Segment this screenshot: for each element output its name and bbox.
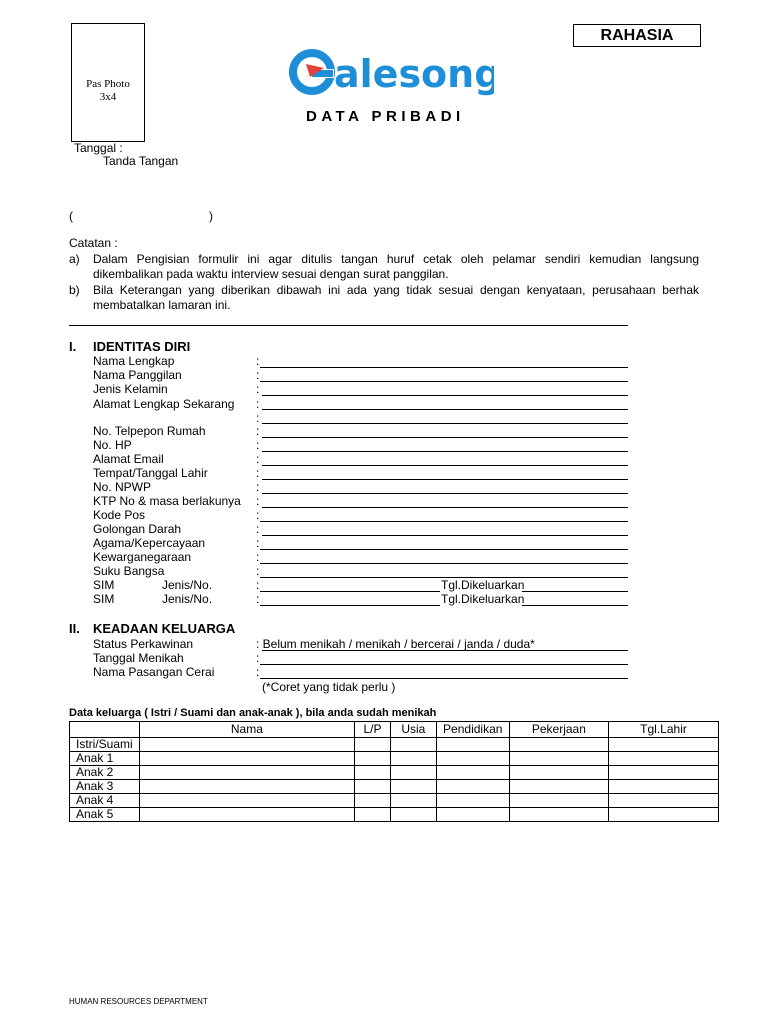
ex-spouse-line[interactable] bbox=[260, 678, 628, 679]
family-table-caption: Data keluarga ( Istri / Suami dan anak-anak ), bila anda sudah menikah bbox=[69, 707, 437, 719]
column-header bbox=[70, 722, 140, 738]
field-label: Nama Panggilan bbox=[93, 368, 182, 382]
date-label: Tanggal : bbox=[74, 141, 123, 155]
field-colon: : bbox=[256, 508, 260, 522]
field-line[interactable] bbox=[262, 465, 628, 466]
table-cell[interactable] bbox=[390, 766, 436, 780]
sim-issued-line[interactable] bbox=[522, 591, 628, 592]
table-row bbox=[70, 780, 719, 794]
column-header: Nama bbox=[139, 722, 354, 738]
field-label: Nama Lengkap bbox=[93, 354, 175, 368]
signature-label: Tanda Tangan bbox=[103, 154, 179, 168]
table-row bbox=[70, 752, 719, 766]
field-label: Alamat Lengkap Sekarang bbox=[93, 397, 235, 411]
column-header: Usia bbox=[390, 722, 436, 738]
table-cell[interactable] bbox=[355, 780, 391, 794]
row-label: Anak 2 bbox=[70, 766, 140, 780]
table-cell[interactable] bbox=[609, 752, 719, 766]
section2-number: II. bbox=[69, 621, 80, 636]
ex-spouse-label: Nama Pasangan Cerai bbox=[93, 665, 215, 679]
table-cell[interactable] bbox=[390, 794, 436, 808]
note-a-line2: dikembalikan pada waktu interview sesuai dengan surat panggilan. bbox=[93, 267, 449, 281]
field-line[interactable] bbox=[262, 437, 628, 438]
photo-label-line1: Pas Photo bbox=[86, 78, 130, 90]
column-header: Pendidikan bbox=[436, 722, 509, 738]
field-line[interactable] bbox=[262, 423, 628, 424]
table-cell[interactable] bbox=[355, 766, 391, 780]
sim-issued-label: Tgl.Dikeluarkan bbox=[441, 592, 525, 606]
field-label: No. NPWP bbox=[93, 480, 152, 494]
sim-issued-label: Tgl.Dikeluarkan bbox=[441, 578, 525, 592]
table-cell[interactable] bbox=[509, 794, 608, 808]
row-label: Anak 4 bbox=[70, 794, 140, 808]
field-line[interactable] bbox=[262, 507, 628, 508]
table-row bbox=[70, 794, 719, 808]
field-line[interactable] bbox=[262, 479, 628, 480]
table-cell[interactable] bbox=[509, 752, 608, 766]
table-cell[interactable] bbox=[509, 766, 608, 780]
table-cell[interactable] bbox=[509, 808, 608, 822]
table-cell[interactable] bbox=[609, 766, 719, 780]
field-label: Kode Pos bbox=[93, 508, 146, 522]
row-label: Istri/Suami bbox=[70, 738, 140, 752]
field-line[interactable] bbox=[260, 367, 628, 368]
field-label: Alamat Email bbox=[93, 452, 164, 466]
field-label: Tempat/Tanggal Lahir bbox=[93, 466, 208, 480]
field-colon: : bbox=[256, 651, 260, 665]
section1-title: IDENTITAS DIRI bbox=[93, 339, 191, 354]
field-colon: : bbox=[256, 411, 260, 425]
table-cell[interactable] bbox=[436, 794, 509, 808]
row-label: Anak 3 bbox=[70, 780, 140, 794]
table-cell[interactable] bbox=[436, 766, 509, 780]
field-line[interactable] bbox=[260, 521, 628, 522]
table-cell[interactable] bbox=[436, 780, 509, 794]
marry-date-line[interactable] bbox=[260, 664, 628, 665]
table-row bbox=[70, 766, 719, 780]
field-line[interactable] bbox=[262, 395, 628, 396]
sim-type-label: Jenis/No. bbox=[162, 592, 213, 606]
table-cell[interactable] bbox=[390, 780, 436, 794]
signature-open-paren: ( bbox=[69, 209, 73, 223]
field-colon: : bbox=[256, 397, 260, 411]
sim-type-label: Jenis/No. bbox=[162, 578, 213, 592]
row-label: Anak 1 bbox=[70, 752, 140, 766]
sim-number-line[interactable] bbox=[260, 605, 440, 606]
field-label: Jenis Kelamin bbox=[93, 382, 168, 396]
page-title: DATA PRIBADI bbox=[306, 108, 465, 125]
table-cell[interactable] bbox=[355, 808, 391, 822]
field-line[interactable] bbox=[262, 535, 628, 536]
table-cell[interactable] bbox=[390, 808, 436, 822]
table-cell[interactable] bbox=[609, 738, 719, 752]
field-line[interactable] bbox=[260, 549, 628, 550]
column-header: L/P bbox=[355, 722, 391, 738]
field-line[interactable] bbox=[260, 563, 628, 564]
company-logo bbox=[288, 44, 494, 100]
field-colon: : bbox=[256, 665, 260, 679]
status-options: : Belum menikah / menikah / bercerai / janda / duda* bbox=[256, 637, 535, 651]
table-cell[interactable] bbox=[390, 738, 436, 752]
field-label: No. HP bbox=[93, 438, 132, 452]
table-row bbox=[70, 738, 719, 752]
field-colon: : bbox=[256, 452, 260, 466]
divider bbox=[69, 325, 628, 326]
table-cell[interactable] bbox=[355, 752, 391, 766]
table-cell[interactable] bbox=[355, 738, 391, 752]
table-cell[interactable] bbox=[390, 752, 436, 766]
column-header: Tgl.Lahir bbox=[609, 722, 719, 738]
table-cell[interactable] bbox=[436, 738, 509, 752]
field-label: No. Telpepon Rumah bbox=[93, 424, 206, 438]
field-label: Kewarganegaraan bbox=[93, 550, 192, 564]
status-line[interactable] bbox=[262, 650, 628, 651]
note-b-marker: b) bbox=[69, 283, 80, 297]
field-line[interactable] bbox=[262, 451, 628, 452]
section2-title: KEADAAN KELUARGA bbox=[93, 621, 236, 636]
note-a-marker: a) bbox=[69, 252, 80, 266]
table-cell[interactable] bbox=[509, 738, 608, 752]
sim-issued-line[interactable] bbox=[522, 605, 628, 606]
table-cell[interactable] bbox=[139, 794, 354, 808]
row-label: Anak 5 bbox=[70, 808, 140, 822]
table-cell[interactable] bbox=[139, 738, 354, 752]
table-cell[interactable] bbox=[609, 780, 719, 794]
field-line[interactable] bbox=[262, 493, 628, 494]
table-cell[interactable] bbox=[509, 780, 608, 794]
table-cell[interactable] bbox=[609, 794, 719, 808]
field-colon: : bbox=[256, 480, 260, 494]
field-colon: : bbox=[256, 466, 260, 480]
table-row bbox=[70, 808, 719, 822]
table-header-row bbox=[70, 722, 719, 738]
field-colon: : bbox=[256, 536, 260, 550]
status-label: Status Perkawinan bbox=[93, 637, 194, 651]
photo-label-line2: 3x4 bbox=[99, 91, 117, 103]
strike-note: (*Coret yang tidak perlu ) bbox=[262, 680, 396, 694]
field-colon: : bbox=[256, 382, 260, 396]
field-line[interactable] bbox=[260, 381, 628, 382]
table-cell[interactable] bbox=[139, 808, 354, 822]
marry-date-label: Tanggal Menikah bbox=[93, 651, 184, 665]
field-colon: : bbox=[256, 550, 260, 564]
field-label: KTP No & masa berlakunya bbox=[93, 494, 241, 508]
photo-label bbox=[71, 78, 145, 104]
logo-text: alesong bbox=[334, 52, 494, 96]
classification-badge: RAHASIA bbox=[573, 24, 701, 47]
field-label: Suku Bangsa bbox=[93, 564, 165, 578]
table-cell[interactable] bbox=[355, 794, 391, 808]
field-label: Agama/Kepercayaan bbox=[93, 536, 206, 550]
field-line[interactable] bbox=[262, 409, 628, 410]
notes-heading: Catatan : bbox=[69, 236, 118, 250]
column-header: Pekerjaan bbox=[509, 722, 608, 738]
table-cell[interactable] bbox=[436, 752, 509, 766]
field-colon: : bbox=[256, 438, 260, 452]
table-cell[interactable] bbox=[436, 808, 509, 822]
sim-number-line[interactable] bbox=[260, 591, 440, 592]
signature-close-paren: ) bbox=[209, 209, 213, 223]
sim-label: SIM bbox=[93, 578, 115, 592]
sim-label: SIM bbox=[93, 592, 115, 606]
table-cell[interactable] bbox=[139, 766, 354, 780]
section1-number: I. bbox=[69, 339, 77, 354]
field-colon: : bbox=[256, 564, 260, 578]
field-colon: : bbox=[256, 494, 260, 508]
note-a-line1: Dalam Pengisian formulir ini agar ditulis tangan huruf cetak oleh pelamar sendiri kemudian langsung bbox=[93, 252, 699, 266]
field-colon: : bbox=[256, 522, 260, 536]
field-colon: : bbox=[256, 368, 260, 382]
footer-text: HUMAN RESOURCES DEPARTMENT bbox=[69, 997, 208, 1006]
field-colon: : bbox=[256, 592, 260, 606]
table-cell[interactable] bbox=[139, 752, 354, 766]
table-cell[interactable] bbox=[139, 780, 354, 794]
field-label: Golongan Darah bbox=[93, 522, 182, 536]
field-colon: : bbox=[256, 354, 260, 368]
family-table bbox=[69, 721, 719, 822]
note-b-line1: Bila Keterangan yang diberikan dibawah ini ada yang tidak sesuai dengan kenyataan, perusahaan berhak bbox=[93, 283, 699, 297]
field-colon: : bbox=[256, 424, 260, 438]
table-cell[interactable] bbox=[609, 808, 719, 822]
field-colon: : bbox=[256, 578, 260, 592]
note-b-line2: membatalkan lamaran ini. bbox=[93, 298, 231, 312]
